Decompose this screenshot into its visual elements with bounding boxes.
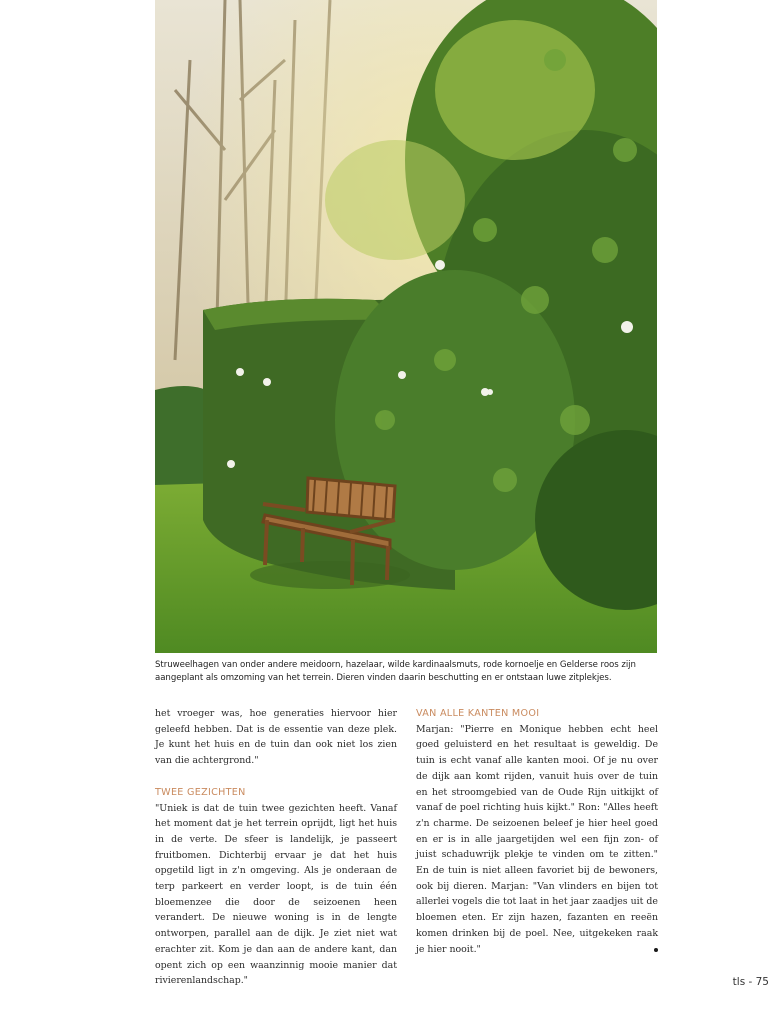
right-column (416, 706, 658, 957)
right-body-paragraph (416, 722, 658, 958)
garden-photo (155, 0, 657, 653)
end-of-article-icon (654, 948, 658, 952)
left-body-paragraph: "Uniek is dat de tuin twee gezichten heeft. Vanaf het moment dat je het terrein oprijdt, ligt het huis in de verte. De sfeer is landelijk, je passeert fruitbomen. Dichterbij ervaar je dat het huis opgetild ligt in z'n omgeving. Als je onderaan de terp parkeert en verder loopt, is de tuin één bloemenzee die door de seizoenen heen verandert. De nieuwe woning is in de lengte ontworpen, parallel aan de dijk. Je ziet niet wat erachter zit. Kom je dan aan de andere kant, dan opent zich op een waanzinnig mooie manier dat rivierenlandschap." (155, 802, 397, 987)
heading-van-alle-kanten-mooi: VAN ALLE KANTEN MOOI (416, 708, 540, 719)
page-number: tls - 75 (732, 976, 769, 988)
left-column (155, 706, 397, 989)
left-intro-paragraph: het vroeger was, hoe generaties hiervoor hier geleefd hebben. Dat is de essentie van deze plek. Je kunt het huis en de tuin dan ook niet los zien van die achtergrond." (155, 708, 397, 767)
garden-bench-photo (155, 0, 657, 653)
photo-caption: Struweelhagen van onder andere meidoorn, hazelaar, wilde kardinaalsmuts, rode kornoelje en Gelderse roos zijn aangeplant als omzoming van het terrein. Dieren vinden daarin beschutting en er ontstaan luwe zitplekjes. (155, 660, 636, 683)
heading-twee-gezichten: TWEE GEZICHTEN (155, 786, 246, 798)
right-body-text: Marjan: "Pierre en Monique hebben echt heel goed geluisterd en het resultaat is geweldig. De tuin is echt vanaf alle kanten mooi. Of je nu over de dijk aan komt rijden, vanuit huis over de tuin en het stroomgebied van de Oude Rijn uitkijkt of vanaf de poel richting huis kijkt." Ron: "Alles heeft z'n charme. De seizoenen beleef je hier heel goed en er is in alle jaargetijden wel een fijn zon- of juist schaduwrijk plekje te vinden om te zitten." En de tuin is niet alleen favoriet bij de bewoners, ook bij dieren. Marjan: "Van vlinders en bijen tot allerlei vogels die tot laat in het jaar zaadjes uit de bloemen eten. Er zijn hazen, fazanten en reeën komen drinken bij de poel. Nee, uitgekeken raak je hier nooit." (416, 723, 658, 955)
